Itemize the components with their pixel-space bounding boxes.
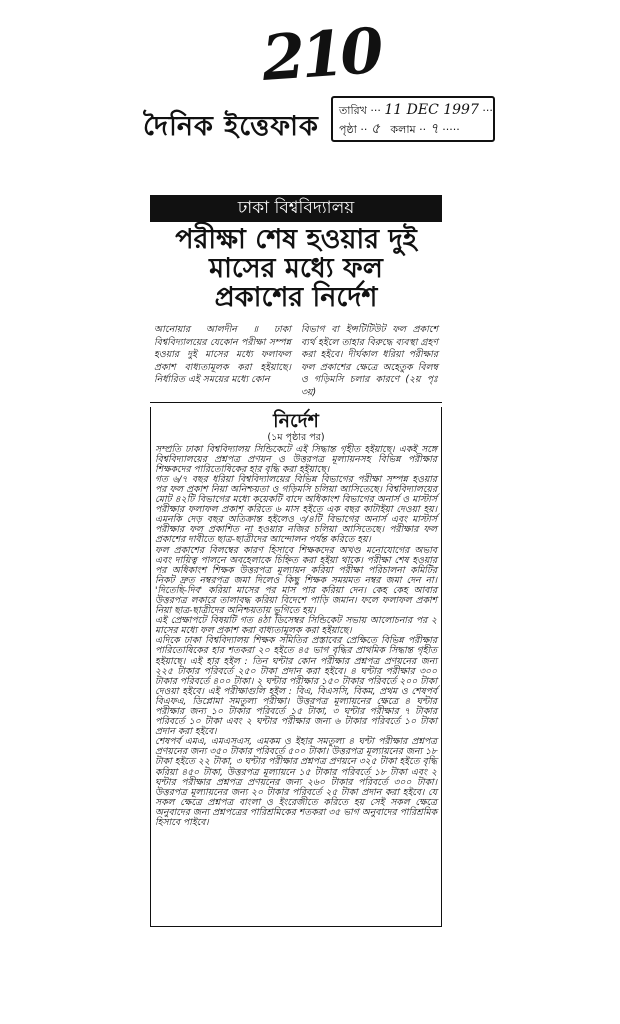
date-stamp	[331, 96, 495, 142]
headline-line: পরীক্ষা শেষ হওয়ার দুই	[175, 224, 417, 255]
body-paragraph: শেষপর্ব এমএ, এমএসএস, এমকম ও ইহার সমতুল্য ৪ ঘন্টা পরীক্ষার প্রশ্নপত্র প্রণয়নের জন্য ৩৫০ টাকার পরিবর্তে ৫০০ টাকা। উত্তরপত্র মূল্যায়নের জন্য ১৮ টাকা হইতে ২২ টাকা, ৩ ঘন্টার পরীক্ষার প্রশ্নপত্র প্রণয়নে ৩২৫ টাকা হইতে বৃদ্ধি করিয়া ৪৫০ টাকা, উত্তরপত্র মূল্যায়নে ১৫ টাকার পরিবর্তে ১৮ টাকা এবং ২ ঘন্টার পরীক্ষার প্রশ্নপত্র প্রণয়নের জন্য ২৬০ টাকার পরিবর্তে ৩০০ টাকা। উত্তরপত্র মূল্যায়নের জন্য ২০ টাকার পরিবর্তে ২৫ টাকা প্রদান করা হইবে। যে সকল ক্ষেত্রে প্রশ্নপত্র বাংলা ও ইংরেজীতে করিতে হয় সেই সকল ক্ষেত্রে অনুবাদের জন্য প্রশ্নপত্রের পারিশ্রমিকের শতকরা ৩৫ ভাগ অনুবাদের পারিশ্রমিক হিসাবে পাইবে।	[155, 736, 437, 829]
headline	[150, 225, 442, 312]
handwritten-page-number: 210	[259, 13, 382, 96]
stamp-column-value: ৭	[429, 121, 439, 137]
stamp-page-label: পৃষ্ঠা	[339, 123, 357, 136]
body-paragraph: এই প্রেক্ষাপটে বিষয়টি গত ৪ঠা ডিসেম্বর সিন্ডিকেট সভায় আলোচনার পর ২ মাসের মধ্যে ফল প্রকাশ করা বাধ্যতামূলক করা হইয়াছে।	[155, 615, 437, 637]
section-banner: ঢাকা বিশ্ববিদ্যালয়	[150, 195, 442, 222]
continuation-box	[150, 407, 442, 927]
continuation-title: নির্দেশ	[273, 409, 319, 432]
headline-line: মাসের মধ্যে ফল	[209, 253, 383, 284]
lead-text	[150, 324, 442, 403]
stamp-date-value: 11 DEC 1997	[384, 102, 479, 118]
body-paragraph: সম্প্রতি ঢাকা বিশ্ববিদ্যালয় সিন্ডিকেটে এই সিদ্ধান্ত গৃহীত হইয়াছে। একই সঙ্গে বিশ্ববিদ্যালয়ের প্রশ্নপত্র প্রণয়ন ও উত্তরপত্র মূল্যায়নসহ বিভিন্ন পরীক্ষার শিক্ষকদের পারিতোষিকের হার বৃদ্ধি করা হইয়াছে।	[155, 443, 437, 475]
body-paragraph: গত ৬/৭ বছর ধরিয়া বিশ্ববিদ্যালয়ের বিভিন্ন বিভাগের পরীক্ষা সম্পন্ন হওয়ার পর ফল প্রকাশ নিয়া অনিশ্চয়তা ও গড়িমসি চলিয়া আসিতেছে। বিশ্ববিদ্যালয়ের মোট ৪২টি বিভাগের মধ্যে কয়েকটি বাদে অধিকাংশ বিভাগের অনার্স ও মাস্টার্স পরীক্ষার ফলাফল প্রকাশ করিতে ৬ মাস হইতে এক বছর কাটাইয়া দেওয়া হয়। এমনকি দেড় বছর অতিক্রান্ত হইলেও ৩/৪টি বিভাগের অনার্স এবং মাস্টার্স পরীক্ষার ফল প্রকাশিত না হওয়ার নজির চলিয়া আসিতেছে। পরীক্ষার ফল প্রকাশের দাবীতে ছাত্র-ছাত্রীদের আন্দোলন পর্যন্ত করিতে হয়।	[155, 473, 437, 546]
stamp-date-row: তারিখ ··· 11 DEC 1997 ···	[339, 102, 493, 118]
stamp-column-label: কলাম	[390, 123, 416, 136]
body-paragraph: এদিকে ঢাকা বিশ্ববিদ্যালয় শিক্ষক সমিতির প্রস্তাবের প্রেক্ষিতে বিভিন্ন পরীক্ষার পারিতোষিকের হার শতকরা ২০ হইতে ৪৫ ভাগ বৃদ্ধির প্রাথমিক সিদ্ধান্ত গৃহীত হইয়াছে। এই হার হইল : তিন ঘন্টার কোন পরীক্ষার প্রশ্নপত্র প্রণয়নের জন্য ২২৫ টাকার পরিবর্তে ২৫০ টাকা প্রদান করা হইবে। ৪ ঘন্টার পরীক্ষার ৩০০ টাকার পরিবর্তে ৪০০ টাকা। ২ ঘন্টার পরীক্ষার ১৫০ টাকার পরিবর্তে ২০০ টাকা দেওয়া হইবে। এই পরীক্ষাগুলি হইল : বিএ, বিএসসি, বিকম, প্রথম ও শেষপর্ব বিএফএ, ডিপ্লোমা সমতুল্য পরীক্ষা। উত্তরপত্র মূল্যায়নের ক্ষেত্রে ৪ ঘন্টার পরীক্ষার জন্য ১০ টাকার পরিবর্তে ১৫ টাকা, ৩ ঘন্টার পরীক্ষার ৭ টাকার পরিবর্তে ১০ টাকা এবং ২ ঘন্টার পরীক্ষার জন্য ৬ টাকার পরিবর্তে ১০ টাকা প্রদান করা হইবে।	[155, 635, 437, 738]
stamp-date-label: তারিখ	[339, 104, 367, 117]
lead-column-right: বিভাগ বা ইন্সটিটিউট ফল প্রকাশে ব্যর্থ হইলে তাহার বিরুদ্ধে ব্যবস্থা গ্রহণ করা হইবে। দীর্ঘকাল ধরিয়া পরীক্ষার ফল প্রকাশের ক্ষেত্রে অহেতুক বিলম্ব ও গড়িমসি চলার কারণে (২য় পৃঃ ৩য়)	[301, 324, 438, 398]
article-body	[155, 445, 437, 829]
continuation-note: (১ম পৃষ্ঠার পর)	[267, 431, 325, 443]
headline-line: প্রকাশের নির্দেশ	[214, 282, 378, 313]
stamp-page-row: পৃষ্ঠা ·· ৫ কলাম ·· ৭ ·····	[339, 121, 460, 137]
body-paragraph: ফল প্রকাশের বিলম্বের কারণ হিসাবে শিক্ষকদের অখণ্ড মনোযোগের অভাব এবং দায়িত্ব পালনে অবহেলাকে চিহ্নিত করা হইয়া থাকে। পরীক্ষা শেষ হওয়ার পর অধিকাংশ শিক্ষক উত্তরপত্র মূল্যায়ন করিয়া পরীক্ষা পরিচালনা কমিটির নিকট দ্রুত নম্বরপত্র জমা দিলেও কিছু শিক্ষক সময়মত নম্বর জমা দেন না। 'দিতেছি-দিব' করিয়া মাসের পর মাস পার করিয়া দেন। কেহ কেহ আবার উত্তরপত্র লকারে তালাবদ্ধ করিয়া বিদেশে পাড়ি জমান। ফলে ফলাফল প্রকাশ নিয়া ছাত্র-ছাত্রীদের অনিশ্চয়তায় ভুগিতে হয়।	[155, 544, 437, 617]
news-article	[150, 195, 442, 927]
stamp-page-value: ৫	[370, 121, 380, 137]
newspaper-masthead: দৈনিক ইত্তেফাক	[143, 111, 319, 142]
lead-column-left: আনোয়ার আলদীন ॥ ঢাকা বিশ্ববিদ্যালয়ের যেকোন পরীক্ষা সম্পন্ন হওয়ার দুই মাসের মধ্যে ফলাফল প্রকাশ বাধ্যতামূলক করা হইয়াছে। নির্ধারিত এই সময়ের মধ্যে কোন	[154, 324, 291, 386]
